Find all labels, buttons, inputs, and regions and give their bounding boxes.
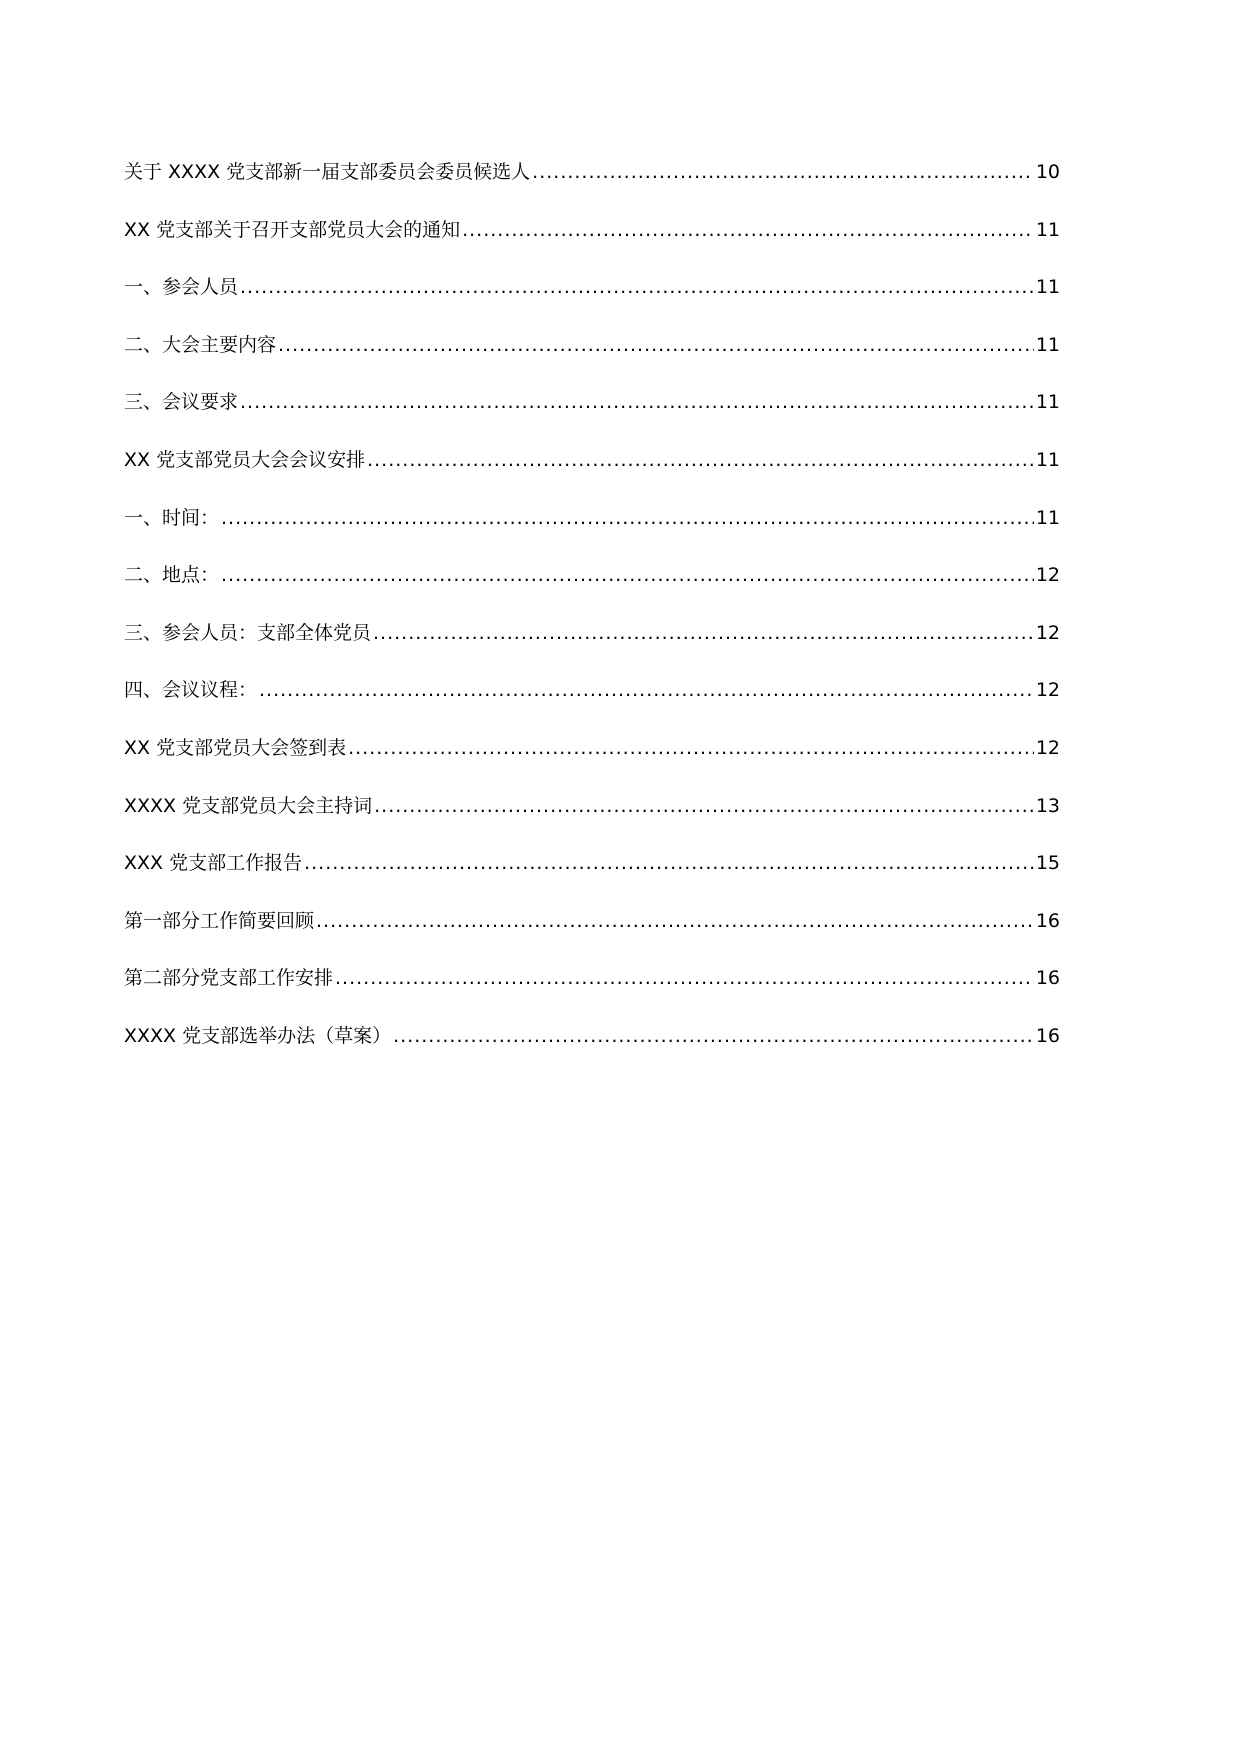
table-of-contents <box>124 160 1060 1082</box>
toc-dot-leader <box>348 736 1034 760</box>
toc-entry[interactable] <box>124 275 1060 333</box>
toc-entry[interactable] <box>124 621 1060 679</box>
toc-entry-title: 一、时间： <box>124 506 220 529</box>
toc-entry-title: XXX 党支部工作报告 <box>124 852 303 875</box>
toc-entry[interactable] <box>124 966 1060 1024</box>
toc-entry-title: XX 党支部党员大会会议安排 <box>124 448 366 471</box>
toc-entry-title: 第二部分党支部工作安排 <box>124 967 334 990</box>
toc-entry-title: 关于 XXXX 党支部新一届支部委员会委员候选人 <box>124 161 531 183</box>
toc-entry[interactable] <box>124 448 1060 506</box>
toc-dot-leader <box>532 160 1034 184</box>
toc-entry[interactable] <box>124 909 1060 967</box>
toc-entry[interactable] <box>124 390 1060 448</box>
toc-entry-title: XX 党支部党员大会签到表 <box>124 736 347 759</box>
toc-entry[interactable] <box>124 563 1060 621</box>
toc-entry-title: 三、会议要求 <box>124 391 239 414</box>
toc-page-number: 12 <box>1035 736 1060 759</box>
toc-dot-leader <box>278 333 1034 357</box>
toc-entry-title: 第一部分工作简要回顾 <box>124 909 315 932</box>
toc-page-number: 11 <box>1035 448 1060 471</box>
toc-page-number: 12 <box>1035 621 1060 644</box>
toc-entry[interactable] <box>124 851 1060 909</box>
toc-entry-title: XX 党支部关于召开支部党员大会的通知 <box>124 218 461 241</box>
toc-entry-title: 三、参会人员：支部全体党员 <box>124 621 372 644</box>
toc-page-number: 10 <box>1035 161 1060 183</box>
toc-page-number: 13 <box>1035 794 1060 817</box>
toc-page-number: 11 <box>1035 276 1060 299</box>
toc-entry[interactable] <box>124 333 1060 391</box>
toc-page-number: 12 <box>1035 564 1060 587</box>
toc-entry[interactable] <box>124 678 1060 736</box>
toc-dot-leader <box>335 966 1034 990</box>
toc-page-number: 11 <box>1035 506 1060 529</box>
toc-entry[interactable] <box>124 736 1060 794</box>
toc-dot-leader <box>462 218 1034 242</box>
toc-dot-leader <box>367 448 1034 472</box>
toc-dot-leader <box>304 851 1034 875</box>
toc-entry-title: XXXX 党支部党员大会主持词 <box>124 794 373 817</box>
toc-dot-leader <box>240 275 1034 299</box>
toc-entry-title: 一、参会人员 <box>124 276 239 299</box>
toc-dot-leader <box>374 794 1034 818</box>
toc-entry[interactable] <box>124 160 1060 218</box>
toc-dot-leader <box>221 563 1034 587</box>
toc-page-number: 16 <box>1035 967 1060 990</box>
toc-entry[interactable] <box>124 218 1060 276</box>
toc-entry-title: 二、大会主要内容 <box>124 333 277 356</box>
toc-page-number: 11 <box>1035 218 1060 241</box>
toc-page-number: 12 <box>1035 679 1060 702</box>
toc-entry[interactable] <box>124 506 1060 564</box>
toc-dot-leader <box>393 1024 1034 1048</box>
toc-page-number: 11 <box>1035 391 1060 414</box>
toc-entry-title: 二、地点： <box>124 564 220 587</box>
toc-entry[interactable] <box>124 794 1060 852</box>
toc-page-number: 16 <box>1035 1024 1060 1047</box>
toc-page-number: 11 <box>1035 333 1060 356</box>
toc-dot-leader <box>316 909 1034 933</box>
toc-dot-leader <box>221 506 1034 530</box>
toc-page-number: 15 <box>1035 852 1060 875</box>
toc-dot-leader <box>259 678 1034 702</box>
toc-entry[interactable] <box>124 1024 1060 1082</box>
toc-entry-title: XXXX 党支部选举办法（草案） <box>124 1024 392 1047</box>
toc-dot-leader <box>373 621 1034 645</box>
toc-page-number: 16 <box>1035 909 1060 932</box>
toc-dot-leader <box>240 390 1034 414</box>
toc-entry-title: 四、会议议程： <box>124 679 258 702</box>
